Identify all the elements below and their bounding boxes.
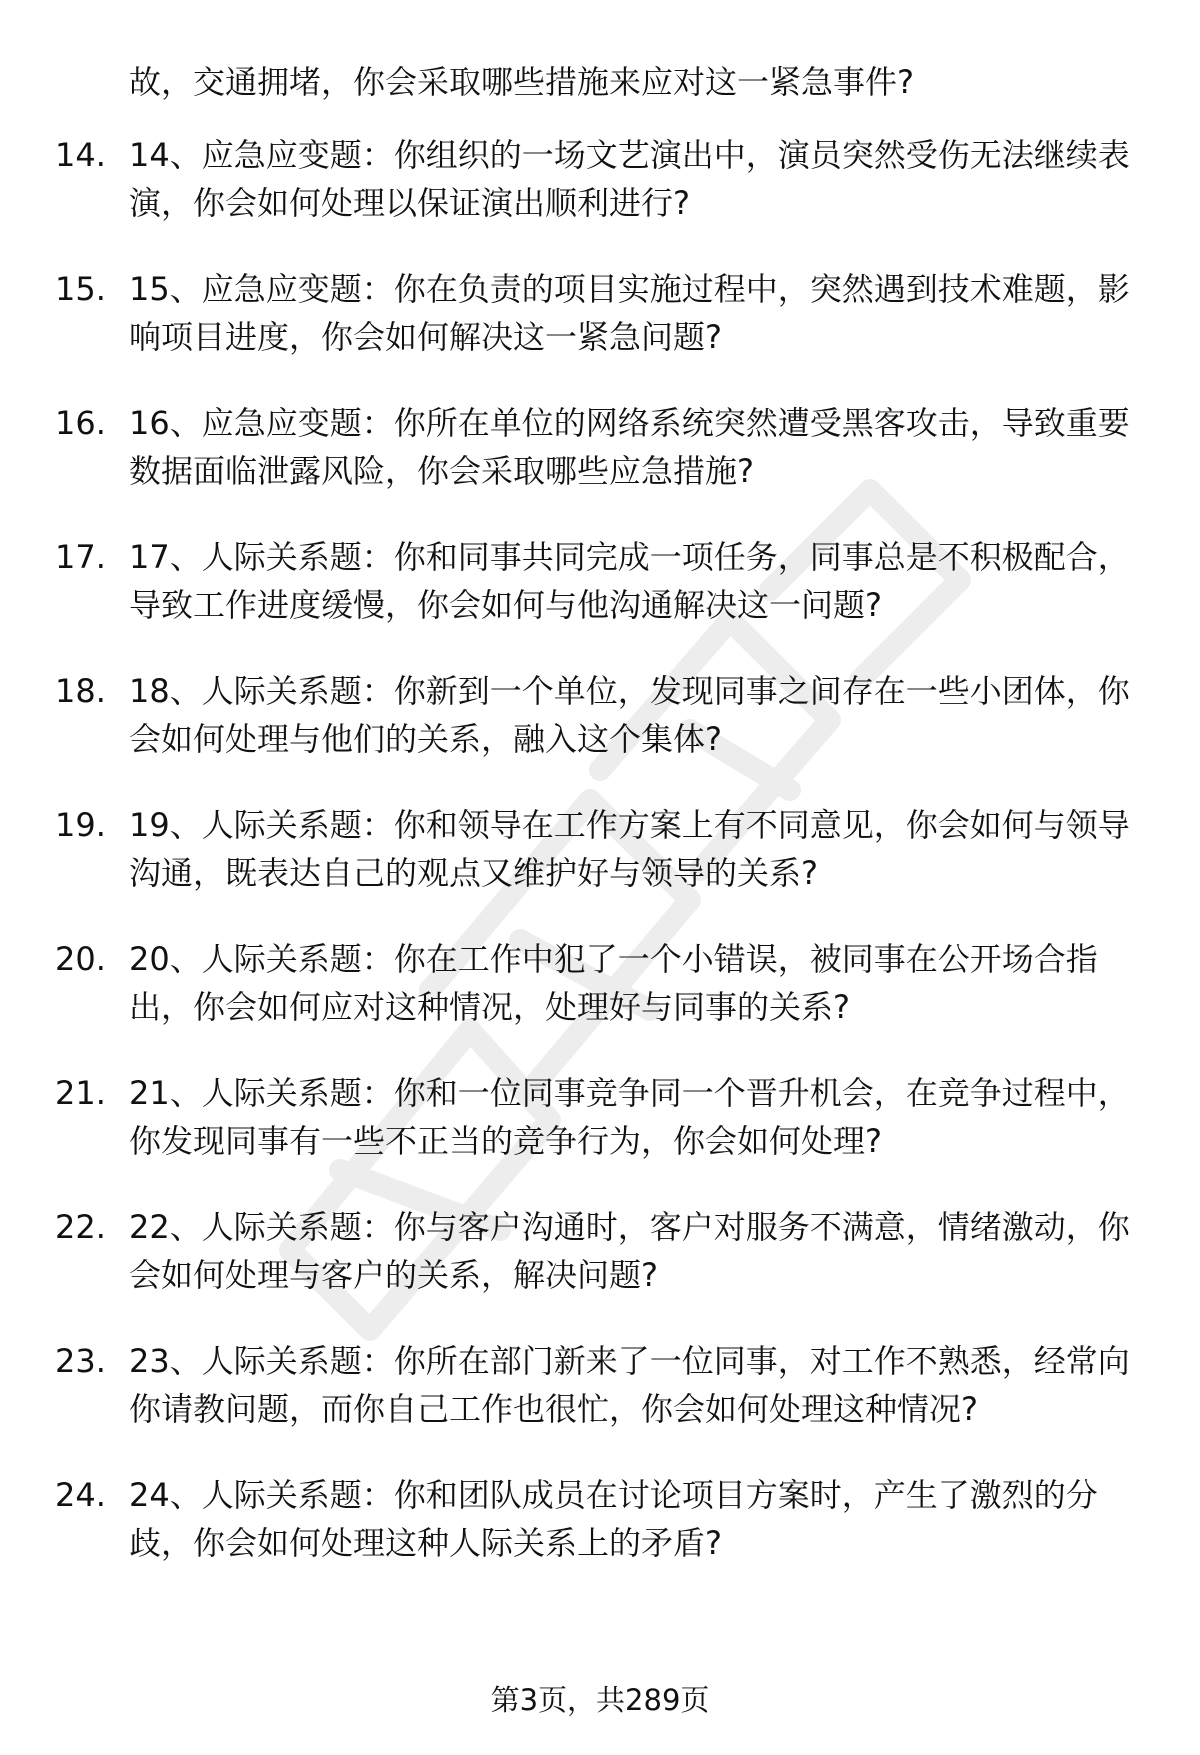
- question-text: 24、人际关系题：你和团队成员在讨论项目方案时，产生了激烈的分歧，你会如何处理这种人际关系上的矛盾?: [129, 1476, 1098, 1562]
- question-item: [0, 131, 1149, 227]
- question-text: 16、应急应变题：你所在单位的网络系统突然遭受黑客攻击，导致重要数据面临泄露风险，你会采取哪些应急措施?: [129, 404, 1130, 490]
- question-text: 21、人际关系题：你和一位同事竞争同一个晋升机会，在竞争过程中，你发现同事有一些不正当的竞争行为，你会如何处理?: [129, 1074, 1130, 1160]
- question-number: 14.: [55, 136, 106, 174]
- question-item: [0, 1069, 1149, 1165]
- question-text: 20、人际关系题：你在工作中犯了一个小错误，被同事在公开场合指出，你会如何应对这种情况，处理好与同事的关系?: [129, 940, 1098, 1026]
- question-text: 15、应急应变题：你在负责的项目实施过程中，突然遇到技术难题，影响项目进度，你会如何解决这一紧急问题?: [129, 270, 1130, 356]
- question-item: [0, 1203, 1149, 1299]
- question-item: [0, 801, 1149, 897]
- question-number: 23.: [55, 1342, 106, 1380]
- question-text: 19、人际关系题：你和领导在工作方案上有不同意见，你会如何与领导沟通，既表达自己的观点又维护好与领导的关系?: [129, 806, 1130, 892]
- question-number: 16.: [55, 404, 106, 442]
- question-text: 17、人际关系题：你和同事共同完成一项任务，同事总是不积极配合，导致工作进度缓慢，你会如何与他沟通解决这一问题?: [129, 538, 1130, 624]
- question-list: [0, 131, 1200, 1605]
- question-number: 21.: [55, 1074, 106, 1112]
- question-item: [0, 265, 1149, 361]
- question-text: 18、人际关系题：你新到一个单位，发现同事之间存在一些小团体，你会如何处理与他们的关系，融入这个集体?: [129, 672, 1130, 758]
- page-footer: 第3页，共289页: [490, 1683, 710, 1717]
- question-number: 19.: [55, 806, 106, 844]
- question-text: 14、应急应变题：你组织的一场文艺演出中，演员突然受伤无法继续表演，你会如何处理以保证演出顺利进行?: [129, 136, 1130, 222]
- question-item: [0, 935, 1149, 1031]
- question-item: [0, 667, 1149, 763]
- question-number: 24.: [55, 1476, 106, 1514]
- question-number: 22.: [55, 1208, 106, 1246]
- question-item: [0, 399, 1149, 495]
- question-number: 15.: [55, 270, 106, 308]
- question-item: [0, 1337, 1149, 1433]
- question-number: 17.: [55, 538, 106, 576]
- question-text: 23、人际关系题：你所在部门新来了一位同事，对工作不熟悉，经常向你请教问题，而你自己工作也很忙，你会如何处理这种情况?: [129, 1342, 1130, 1428]
- question-item: [0, 533, 1149, 629]
- continued-question-text: 故，交通拥堵，你会采取哪些措施来应对这一紧急事件?: [129, 63, 914, 101]
- question-number: 20.: [55, 940, 106, 978]
- question-item: [0, 1471, 1149, 1567]
- question-number: 18.: [55, 672, 106, 710]
- question-text: 22、人际关系题：你与客户沟通时，客户对服务不满意，情绪激动，你会如何处理与客户的关系，解决问题?: [129, 1208, 1130, 1294]
